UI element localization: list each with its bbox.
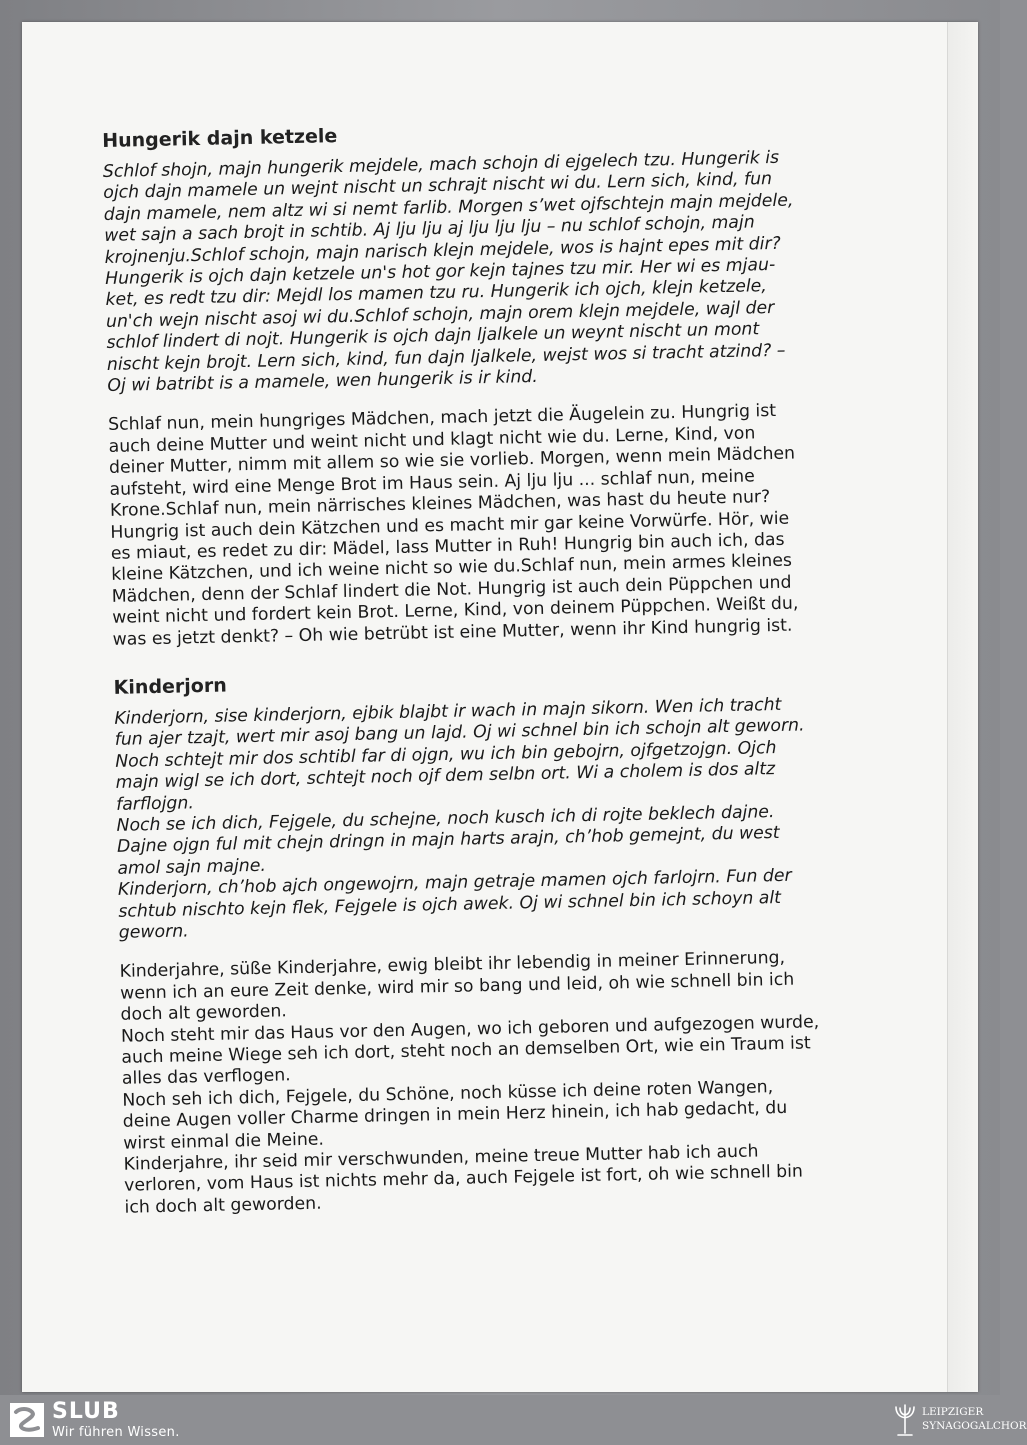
page-fold-edge [947,22,978,1392]
page-content [102,113,915,1245]
footer-bar [0,1395,1027,1445]
yiddish-text-kinderjorn: Kinderjorn, sise kinderjorn, ejbik blajbt ir wach in majn sikorn. Wen ich tracht fun ajer tzajt, wert mir asoj bang un lajd. Oj wi schnel bin ich schojn alt geworn. Noch schtejt mir dos schtibl far di ojgn, wu ich bin gebojrn, ojfgetzojgn. Ojch majn wigl se ich dort, schtejt noch ojf dem selbn ort. Wi a cholem is dos altz farflojgn. Noch se ich dich, Fejgele, du schejne, noch kusch ich di rojte beklech dajne. Dajne ojgn ful mit chejn dringn in majn harts arajn, ch’hob gemejnt, du west amol sajn majne. Kinderjorn, ch’hob ajch ongewojrn, majn getraje mamen ojch farlojrn. Fun der schtub nischto kejn flek, Fejgele is ojch awek. Oj wi schnel bin ich schoyn alt geworn. [114,694,805,943]
menorah-icon [892,1399,918,1439]
choir-line-1: LEIPZIGER [922,1406,984,1418]
section-title-hungerik: Hungerik dajn ketzele [102,125,338,152]
document-page [22,22,978,1392]
section-title-kinderjorn: Kinderjorn [113,674,227,699]
choir-line-2: SYNAGOGALCHOR [922,1420,1027,1432]
slub-logo-icon[interactable] [10,1403,44,1437]
yiddish-text-hungerik: Schlof shojn, majn hungerik mejdele, mach schojn di ejgelech tzu. Hungerik is ojch dajn mamele un wejnt nischt un schrajt nischt wi du. Lern sich, kind, fun dajn mamele, nem altz wi si nemt farlib. Morgen s’wet ojfschtejn majn mejdele, wet sajn a sach brojt in schtib. Aj lju lju aj lju lju lju – nu schlof schojn, majn krojnenju.Schlof schojn, majn narisch klejn mejdele, wos is hajnt epes mit dir? Hungerik is ojch dajn ketzele un's hot gor kejn tajnes tzu mir. Her wi es mjau- ket, es redt tzu dir: Mejdl los mamen tzu ru. Hungerik ich ojch, klejn ketzele, un'ch wejn nischt asoj wi du.Schlof schojn, majn orem klejn mejdele, wajl der schlof lindert di nojt. Hungerik is ojch dajn ljalkele un weynt nischt un mont nischt kejn brojt. Lern sich, kind, fun dajn ljalkele, wejst wos si tracht atzind? – Oj wi batribt is a mamele, wen hungerik is ir kind. [102,147,794,397]
slub-tagline: Wir führen Wissen. [52,1425,180,1440]
german-text-hungerik: Schlaf nun, mein hungriges Mädchen, mach jetzt die Äugelein zu. Hungrig ist auch deine Mutter und weint nicht und klagt nicht wie du. Lerne, Kind, von deiner Mutter, nimm mit allem so wie sie vorlieb. Morgen, wenn mein Mädchen aufsteht, wird eine Menge Brot im Haus sein. Aj lju lju ... schlaf nun, meine Krone.Schlaf nun, mein närrisches kleines Mädchen, was hast du heute nur? Hungrig ist auch dein Kätzchen und es macht mir gar keine Vorwürfe. Hör, wie es miaut, es redet zu dir: Mädel, lass Mutter in Ruh! Hungrig bin auch ich, das kleine Kätzchen, und ich weine nicht so wie du.Schlaf nun, mein armes kleines Mädchen, denn der Schlaf lindert die Not. Hungrig ist auch dein Püppchen und weint nicht und fordert kein Brot. Lerne, Kind, von deinem Püppchen. Weißt du, was es jetzt denkt? – Oh wie betrübt ist eine Mutter, wenn ihr Kind hungrig ist. [107,401,799,650]
slub-brand[interactable]: SLUB [52,1399,120,1424]
choir-name [922,1405,1027,1433]
german-text-kinderjorn: Kinderjahre, süße Kinderjahre, ewig bleibt ihr lebendig in meiner Erinnerung, wenn ich an eure Zeit denke, wird mir so bang und leid, oh wie schnell bin ich doch alt geworden. Noch steht mir das Haus vor den Augen, wo ich geboren und aufgezogen wurde, auch meine Wiege seh ich dort, steht noch an demselben Ort, wie ein Traum ist alles das verflogen. Noch seh ich dich, Fejgele, du Schöne, noch küsse ich deine roten Wangen, deine Augen voller Charme dringen in mein Herz hinein, ich hab gedacht, du wirst einmal die Meine. Kinderjahre, ihr seid mir verschwunden, meine treue Mutter hab ich auch verloren, vom Haus ist nichts mehr da, auch Fejgele ist fort, oh wie schnell bin ich doch alt geworden. [119,948,820,1218]
